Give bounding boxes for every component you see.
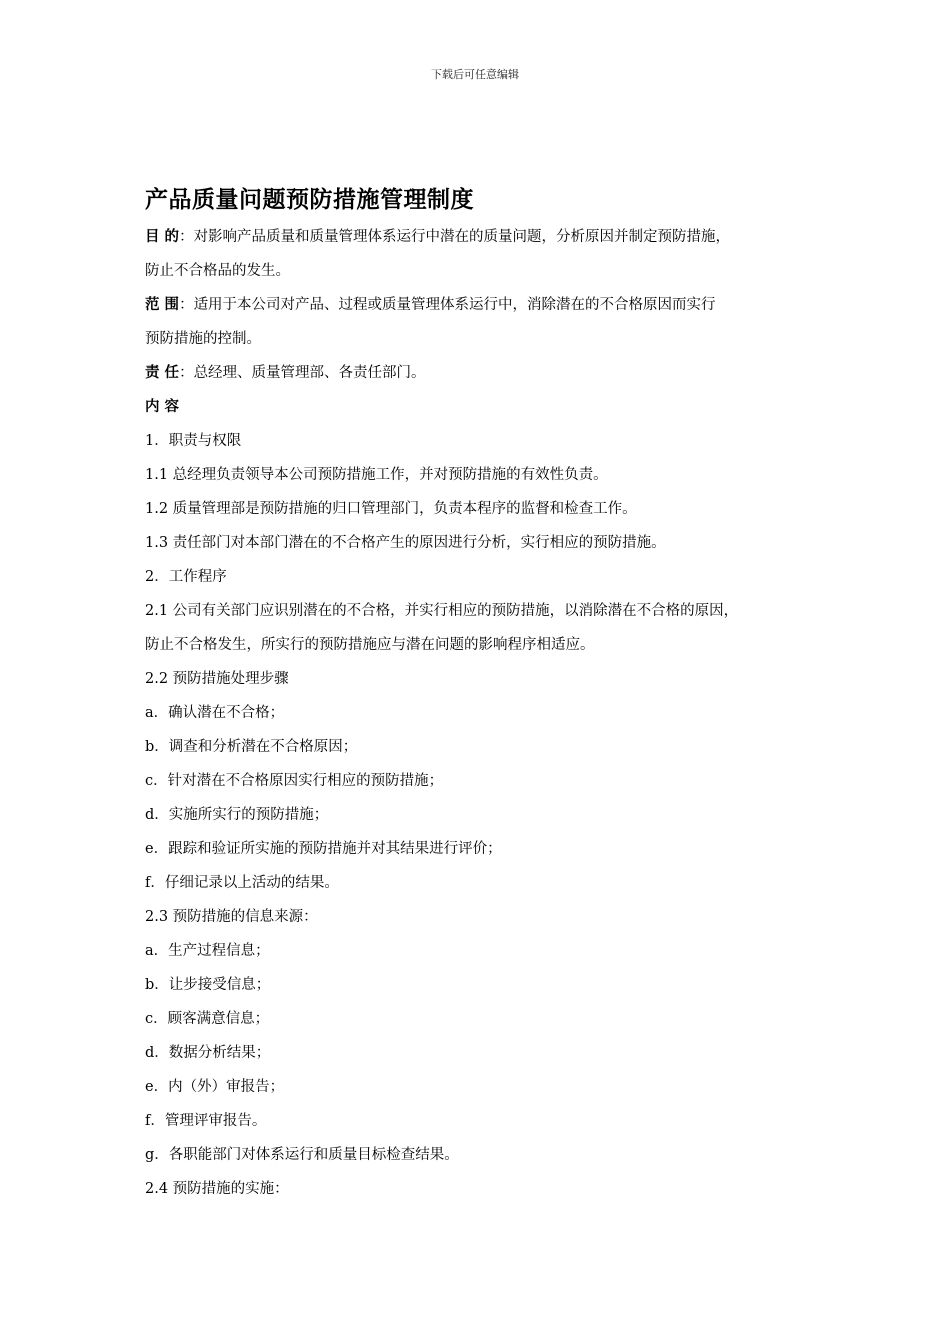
- responsibility-colon: ：: [179, 365, 194, 381]
- scope-colon: ：: [179, 297, 194, 313]
- purpose-line-2: 防止不合格品的发生。: [145, 263, 290, 279]
- document-title: 产品质量问题预防措施管理制度: [145, 187, 474, 213]
- list-item: c．针对潜在不合格原因实行相应的预防措施；: [145, 773, 444, 789]
- content-heading: 内 容: [145, 398, 180, 415]
- responsibility-line: [145, 356, 825, 390]
- paragraph-line: 1．职责与权限: [145, 433, 242, 449]
- list-item: a．生产过程信息；: [145, 943, 270, 959]
- purpose-colon: ：: [179, 229, 194, 245]
- scope-text-1: 适用于本公司对产品、过程或质量管理体系运行中，消除潜在的不合格原因而实行: [193, 297, 716, 313]
- paragraph-line: 1.1 总经理负责领导本公司预防措施工作，并对预防措施的有效性负责。: [145, 467, 608, 483]
- paragraph-line: 2．工作程序: [145, 569, 227, 585]
- document-body: [145, 180, 825, 1206]
- page-header: 下载后可任意编辑: [431, 68, 519, 81]
- paragraph-line: 1.3 责任部门对本部门潜在的不合格产生的原因进行分析，实行相应的预防措施。: [145, 535, 666, 551]
- list-item: e．内（外）审报告；: [145, 1079, 285, 1095]
- responsibility-text: 总经理、质量管理部、各责任部门。: [193, 365, 426, 381]
- paragraph-line: 防止不合格发生，所实行的预防措施应与潜在问题的影响程序相适应。: [145, 637, 595, 653]
- paragraph-line: 1.2 质量管理部是预防措施的归口管理部门，负责本程序的监督和检查工作。: [145, 501, 637, 517]
- list-item: a．确认潜在不合格；: [145, 705, 285, 721]
- list-item: b．让步接受信息；: [145, 977, 271, 993]
- paragraph-line: 2.2 预防措施处理步骤: [145, 671, 289, 687]
- responsibility-label: 责 任: [145, 364, 180, 381]
- list-item: f．管理评审报告。: [145, 1113, 267, 1129]
- paragraph-line: 2.1 公司有关部门应识别潜在的不合格，并实行相应的预防措施，以消除潜在不合格的原因，: [145, 603, 739, 619]
- list-item: f．仔细记录以上活动的结果。: [145, 875, 339, 891]
- list-item: c．顾客满意信息；: [145, 1011, 270, 1027]
- list-item: g．各职能部门对体系运行和质量目标检查结果。: [145, 1147, 459, 1163]
- purpose-line-1: [145, 220, 825, 254]
- scope-label: 范 围: [145, 296, 180, 313]
- list-item: b．调查和分析潜在不合格原因；: [145, 739, 358, 755]
- purpose-label: 目 的: [145, 228, 180, 245]
- list-item: d．数据分析结果；: [145, 1045, 271, 1061]
- paragraph-line: 2.3 预防措施的信息来源：: [145, 909, 318, 925]
- list-item: d．实施所实行的预防措施；: [145, 807, 329, 823]
- list-item: e．跟踪和验证所实施的预防措施并对其结果进行评价；: [145, 841, 502, 857]
- paragraph-line: 2.4 预防措施的实施：: [145, 1181, 289, 1197]
- scope-line-2: 预防措施的控制。: [145, 331, 261, 347]
- scope-line-1: [145, 288, 825, 322]
- purpose-text-1: 对影响产品质量和质量管理体系运行中潜在的质量问题，分析原因并制定预防措施，: [193, 229, 731, 245]
